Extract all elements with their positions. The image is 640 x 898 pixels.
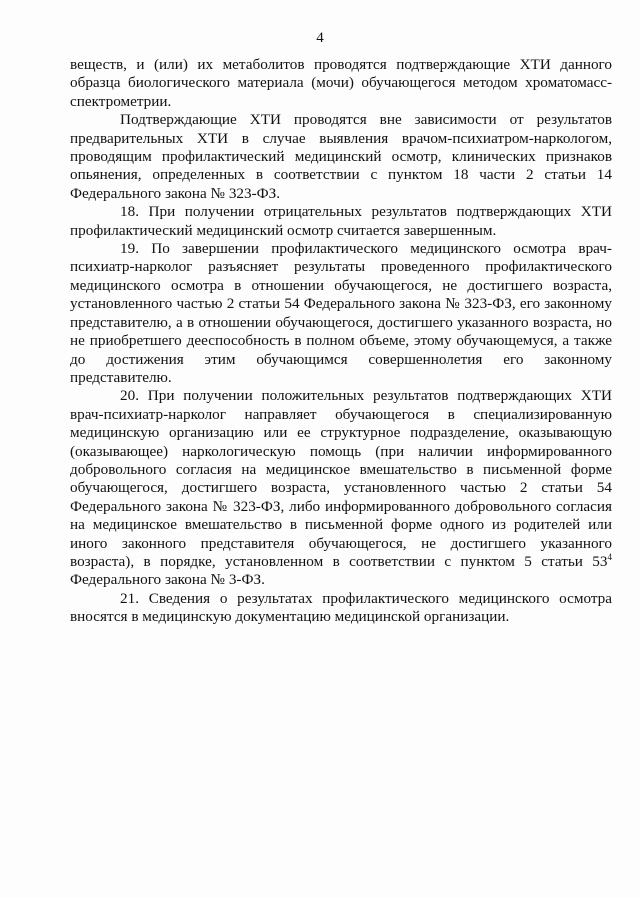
page-number: 4 xyxy=(316,30,324,46)
paragraph-confirmatory-tests: Подтверждающие ХТИ проводятся вне зависимости от результатов предварительных ХТИ в случае выявления врачом-психиатром-наркологом, проводящим профилактический медицинский осмотр, клинических признаков опьянения, определенных в соответствии с пунктом 18 части 2 статьи 14 Федерального закона № 323-ФЗ. xyxy=(70,111,612,202)
paragraph-item-19: 19. По завершении профилактического медицинского осмотра врач-психиатр-нарколог разъясняет результаты проведенного профилактического медицинского осмотра в отношении обучающегося, не достигшего возраста, установленного частью 2 статьи 54 Федерального закона № 323-ФЗ, его законному представителю, а в отношении обучающегося, достигшего указанного возраста, но не приобретшего дееспособность в полном объеме, этому обучающемуся, а также до достижения этим обучающимся совершеннолетия его законному представителю. xyxy=(70,240,612,386)
paragraph-continuation: веществ, и (или) их метаболитов проводятся подтверждающие ХТИ данного образца биологического материала (мочи) обучающегося методом хроматомасс-спектрометрии. xyxy=(70,56,612,110)
item-20-text: 20. При получении положительных результатов подтверждающих ХТИ врач-психиатр-нарколог направляет обучающегося в специализированную медицинскую организацию или ее структурное подразделение, оказывающую (оказывающее) наркологическую помощь (при наличии информированного добровольного согласия на медицинское вмешательство в письменной форме обучающегося, достигшего возраста, установленного частью 2 статьи 54 Федерального закона № 323-ФЗ, либо информированного добровольного согласия на медицинское вмешательство в письменной форме одного из родителей или иного законного представителя обучающегося, не достигшего указанного возраста), в порядке, установленном в соответствии с пунктом 5 статьи 53 xyxy=(70,387,612,570)
paragraph-item-18: 18. При получении отрицательных результатов подтверждающих ХТИ профилактический медицинский осмотр считается завершенным. xyxy=(70,203,612,239)
item-20-text-end: Федерального закона № 3-ФЗ. xyxy=(70,571,265,589)
document-body xyxy=(70,56,612,627)
paragraph-item-20 xyxy=(70,387,612,589)
paragraph-item-21: 21. Сведения о результатах профилактического медицинского осмотра вносятся в медицинскую документацию медицинской организации. xyxy=(70,589,612,626)
article-superscript: 4 xyxy=(607,551,612,562)
